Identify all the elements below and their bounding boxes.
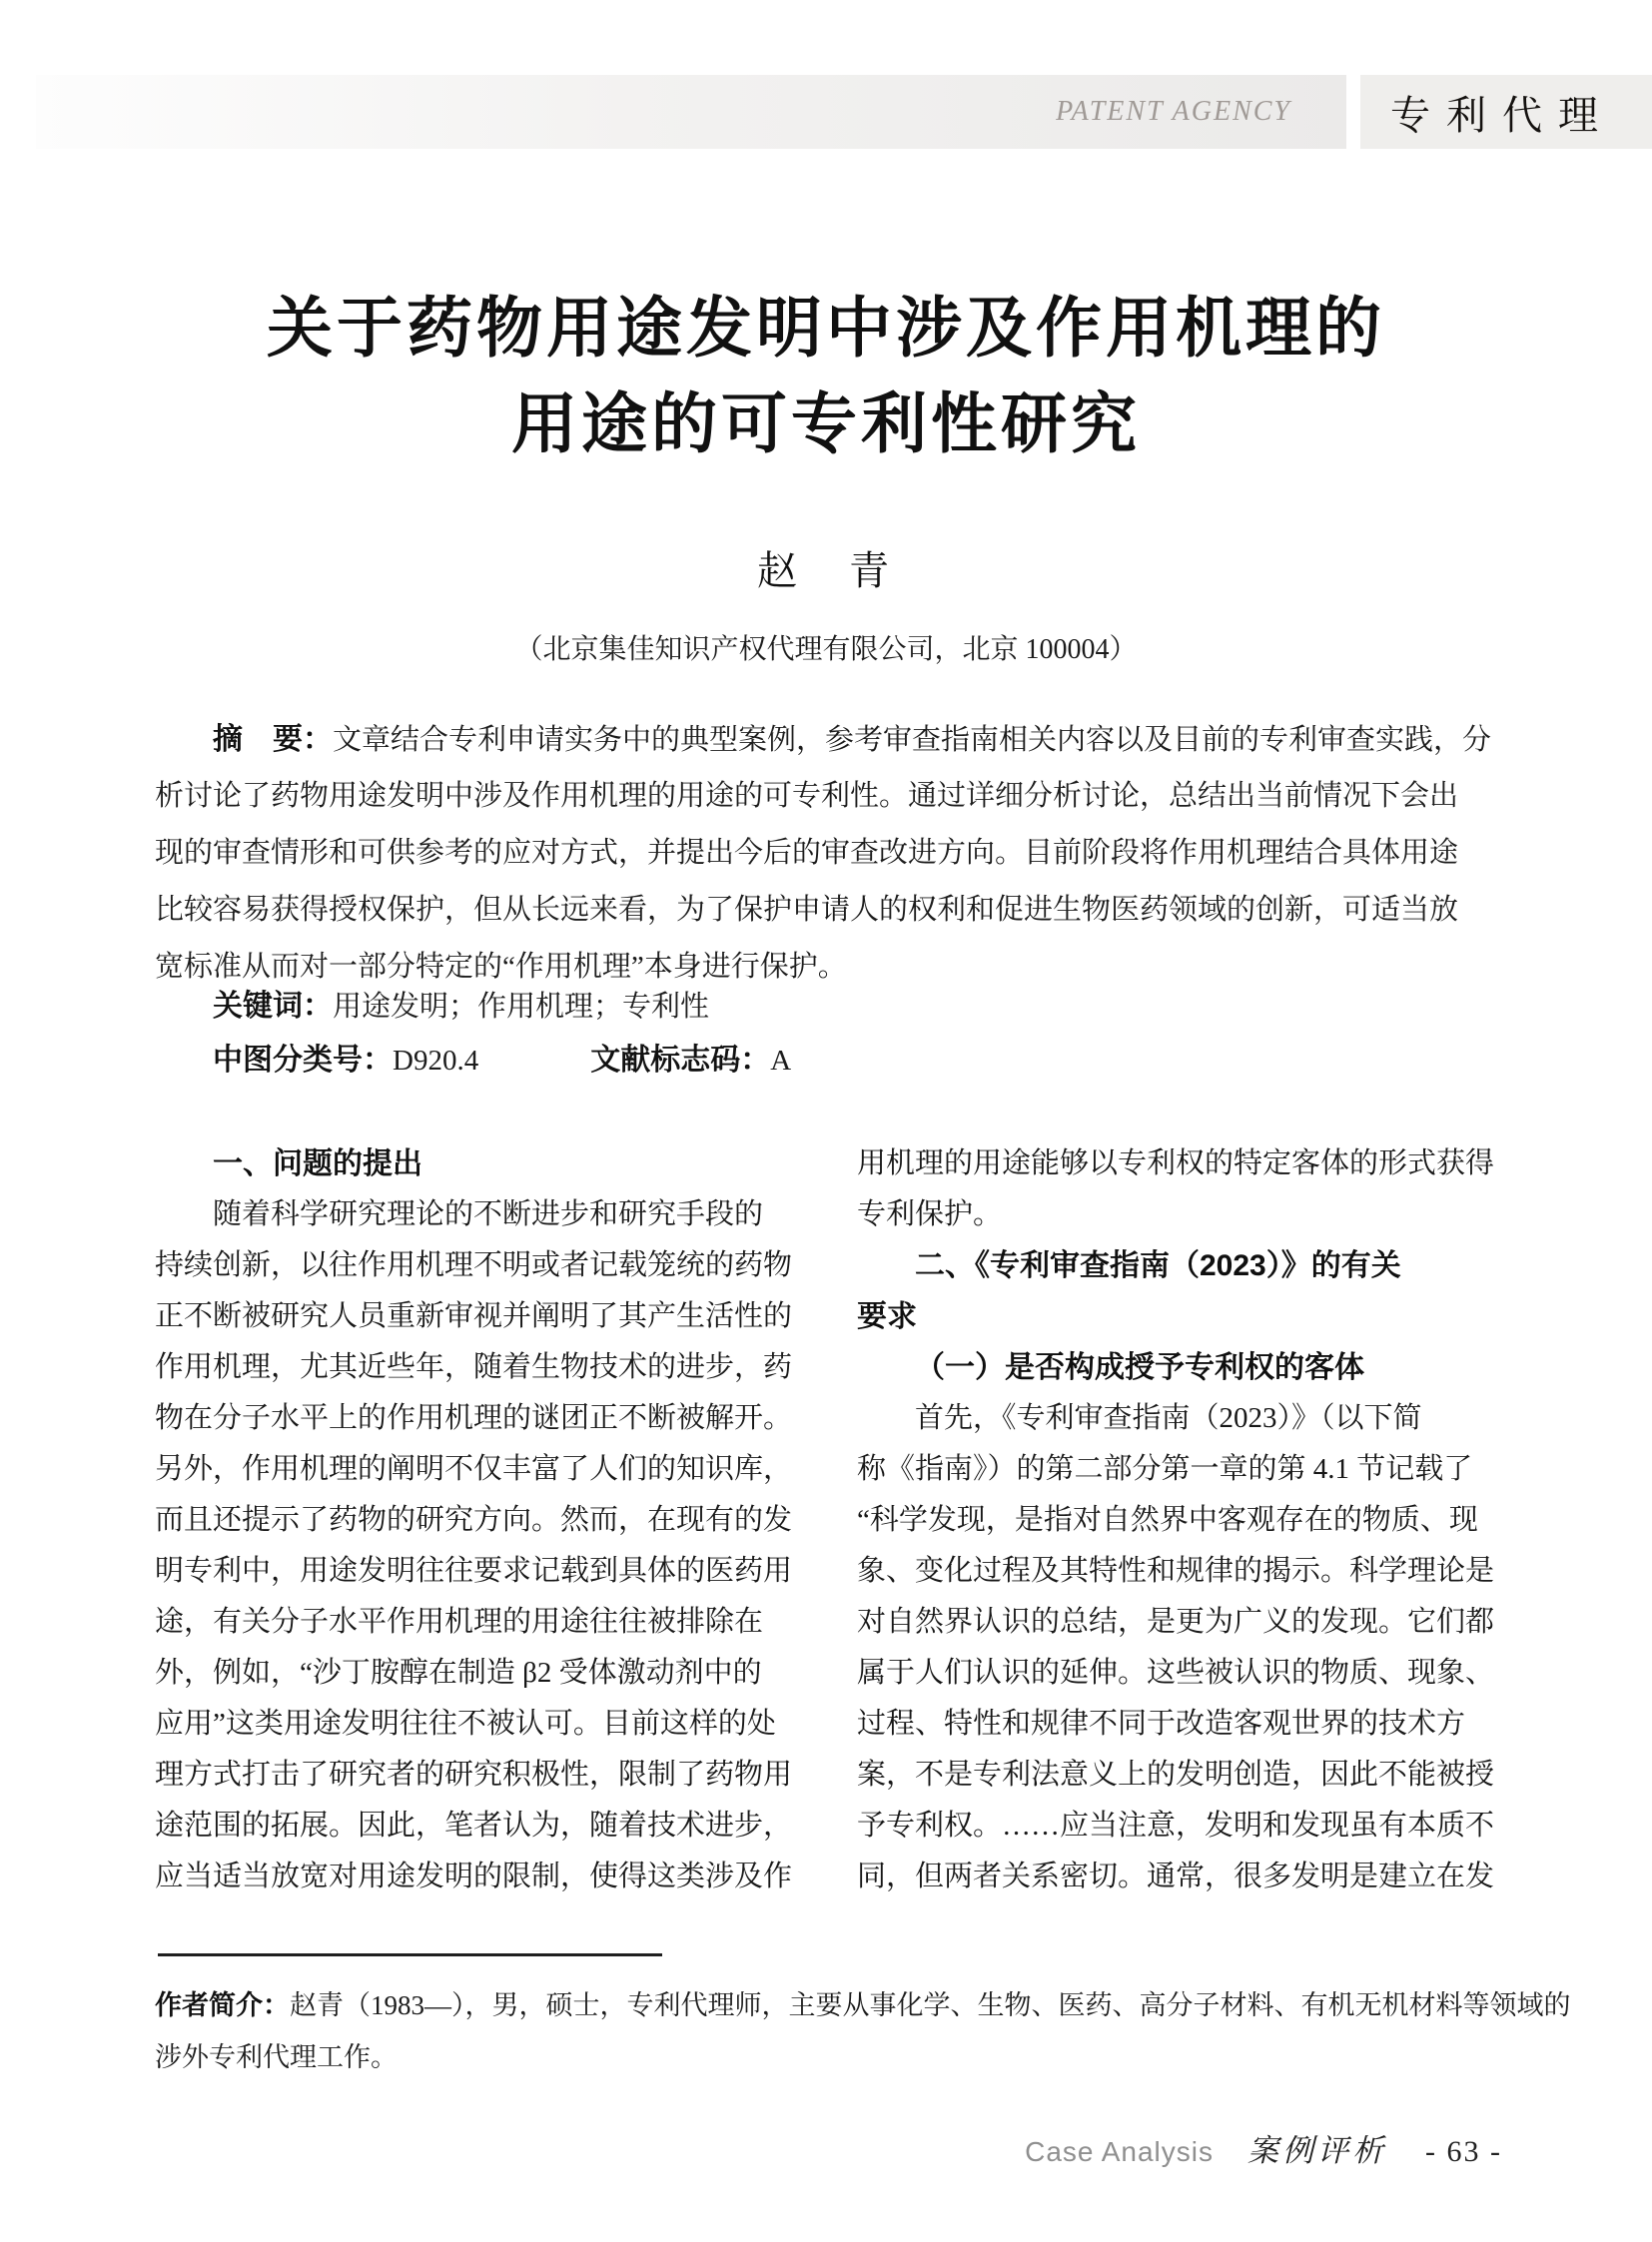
body-text-line: 案，不是专利法意义上的发明创造，因此不能被授 — [857, 1759, 1495, 1791]
body-text-line: “科学发现，是指对自然界中客观存在的物质、现 — [857, 1504, 1478, 1536]
section-heading: （一）是否构成授予专利权的客体 — [915, 1351, 1364, 1384]
abstract-line: 宽标准从而对一部分特定的“作用机理”本身进行保护。 — [155, 951, 847, 983]
footer-section-english: Case Analysis — [1025, 2136, 1215, 2167]
body-text-line: 理方式打击了研究者的研究积极性，限制了药物用 — [155, 1759, 793, 1791]
body-text-line: 用机理的用途能够以专利权的特定客体的形式获得 — [857, 1147, 1495, 1179]
abstract-block — [155, 711, 1503, 996]
doc-code-label: 文献标志码： — [590, 1044, 771, 1077]
body-text-line: 予专利权。……应当注意，发明和发现虽有本质不 — [857, 1810, 1495, 1842]
clc-value: D920.4 — [393, 1045, 479, 1077]
keywords-text: 用途发明；作用机理；专利性 — [333, 991, 710, 1023]
footnote-separator — [158, 1953, 662, 1956]
author-bio-label: 作者简介： — [155, 1990, 290, 2020]
body-text-line: 途，有关分子水平作用机理的用途往往被排除在 — [155, 1606, 764, 1638]
doc-code-value: A — [770, 1045, 792, 1077]
abstract-label: 摘 要： — [213, 723, 333, 756]
body-text-line: 途范围的拓展。因此，笔者认为，随着技术进步， — [155, 1810, 793, 1842]
body-text-line: 随着科学研究理论的不断进步和研究手段的 — [213, 1198, 764, 1230]
abstract-line: 比较容易获得授权保护，但从长远来看，为了保护申请人的权利和促进生物医药领域的创新，可适当放 — [155, 894, 1459, 926]
author-bio-text: 赵青（1983—），男，硕士，专利代理师，主要从事化学、生物、医药、高分子材料、有机无机材料等领域的 — [290, 1990, 1571, 2020]
header-section-box — [1360, 75, 1652, 149]
abstract-text: 文章结合专利申请实务中的典型案例，参考审查指南相关内容以及目前的专利审查实践，分 — [333, 724, 1492, 756]
body-text-line: 作用机理，尤其近些年，随着生物技术的进步，药 — [155, 1351, 793, 1383]
section-heading: 二、《专利审查指南（2023）》的有关 — [915, 1249, 1401, 1282]
body-text-line: 象、变化过程及其特性和规律的揭示。科学理论是 — [857, 1555, 1495, 1587]
body-text-line: 持续创新，以往作用机理不明或者记载笼统的药物 — [155, 1249, 793, 1281]
body-text-line: 称《指南》）的第二部分第一章的第 4.1 节记载了 — [857, 1453, 1473, 1485]
body-text-line: 同，但两者关系密切。通常，很多发明是建立在发 — [857, 1861, 1495, 1892]
article-title — [0, 282, 1652, 473]
abstract-line: 析讨论了药物用途发明中涉及作用机理的用途的可专利性。通过详细分析讨论，总结出当前情况下会出 — [155, 780, 1459, 812]
header-band — [36, 75, 1346, 149]
classification-line — [155, 1035, 1503, 1079]
author-affiliation: （北京集佳知识产权代理有限公司，北京 100004） — [514, 634, 1138, 665]
section-heading: 一、问题的提出 — [213, 1147, 422, 1180]
body-text-line: 明专利中，用途发明往往要求记载到具体的医药用 — [155, 1555, 793, 1587]
page-number: - 63 - — [1425, 2135, 1502, 2168]
footnote-line: 涉外专利代理工作。 — [155, 2042, 398, 2072]
footnote-line — [155, 1979, 1571, 2031]
journal-name-english: PATENT AGENCY — [1056, 96, 1291, 127]
body-text-line: 另外，作用机理的阐明不仅丰富了人们的知识库， — [155, 1453, 793, 1485]
article-title-line2: 用途的可专利性研究 — [511, 388, 1141, 461]
article-title-line1: 关于药物用途发明中涉及作用机理的 — [267, 293, 1385, 366]
body-column-right — [857, 1138, 1506, 1902]
body-text-line: 而且还提示了药物的研究方向。然而，在现有的发 — [155, 1504, 793, 1536]
body-text-line: 应当适当放宽对用途发明的限制，使得这类涉及作 — [155, 1861, 793, 1892]
author-bio-footnote — [155, 1979, 1571, 2083]
body-text-line: 正不断被研究人员重新审视并阐明了其产生活性的 — [155, 1300, 793, 1332]
body-text-line: 专利保护。 — [857, 1198, 1003, 1230]
body-text-line: 物在分子水平上的作用机理的谜团正不断被解开。 — [155, 1402, 793, 1434]
author-name: 赵 青 — [757, 548, 895, 593]
body-text-line: 过程、特性和规律不同于改造客观世界的技术方 — [857, 1708, 1466, 1740]
body-text-line: 应用”这类用途发明往往不被认可。目前这样的处 — [155, 1708, 776, 1740]
abstract-line — [155, 711, 1503, 768]
page-footer — [1025, 2125, 1502, 2170]
keywords-label: 关键词： — [213, 990, 333, 1023]
keywords-line — [155, 981, 1503, 1025]
body-text-line: 属于人们认识的延伸。这些被认识的物质、现象、 — [857, 1657, 1495, 1689]
section-heading: 要求 — [857, 1300, 917, 1333]
body-column-left — [155, 1138, 809, 1902]
section-title-chinese: 专利代理 — [1390, 93, 1614, 138]
body-text-line: 外，例如，“沙丁胺醇在制造 β2 受体激动剂中的 — [155, 1657, 762, 1689]
body-text-line: 首先，《专利审查指南（2023）》（以下简 — [915, 1402, 1422, 1434]
footer-section-chinese: 案例评析 — [1247, 2133, 1388, 2168]
abstract-line: 现的审查情形和可供参考的应对方式，并提出今后的审查改进方向。目前阶段将作用机理结合具体用途 — [155, 837, 1459, 869]
body-text-line: 对自然界认识的总结，是更为广义的发现。它们都 — [857, 1606, 1495, 1638]
clc-label: 中图分类号： — [213, 1044, 393, 1077]
